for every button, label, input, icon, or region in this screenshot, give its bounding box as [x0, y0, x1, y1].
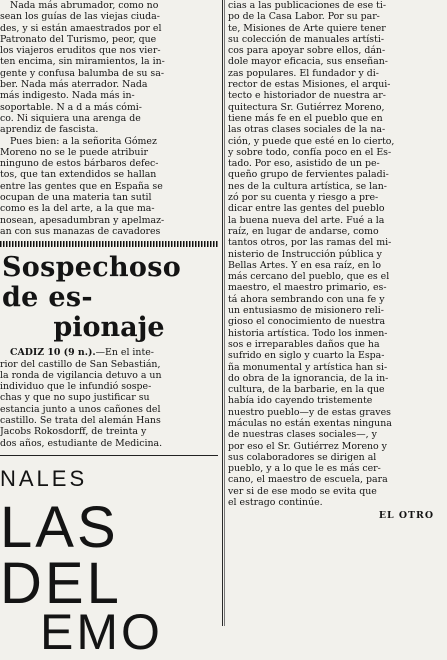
text-line: nisterio de Instrucción pública y: [228, 248, 382, 260]
text-line: ocupan de una materia tan sutil: [0, 192, 152, 204]
text-line: ber. Nada más aterrador. Nada: [0, 79, 148, 91]
text-line: por eso el Sr. Gutiérrez Moreno y: [228, 440, 387, 452]
news-body: [0, 359, 218, 449]
text-line: tantos otros, por las ramas del mi-: [228, 237, 392, 249]
text-line: un entusiasmo de misionero reli-: [228, 305, 384, 317]
text-line: Pues bien: a la señorita Gómez: [10, 135, 157, 147]
text-line: ción, y puede que esté en lo cierto,: [228, 135, 395, 147]
text-line: Bellas Artes. Y en esa raíz, en lo: [228, 259, 381, 271]
text-line: rector de estas Misiones, el arqui-: [228, 79, 391, 91]
headline-line-1: Sospechoso de es-: [2, 252, 182, 314]
text-line: entre las gentes que en España se: [0, 180, 163, 192]
text-line: cultura, de la barbarie, en la que: [228, 384, 385, 396]
text-line: Nada más abrumador, como no: [10, 0, 159, 11]
text-line: como es la del arte, a la que ma-: [0, 203, 155, 215]
text-line: de nuestras clases sociales—, y: [228, 429, 377, 441]
heading-fragment-3: EMO: [40, 603, 163, 660]
column-divider-inner: [224, 0, 225, 626]
text-line: individuo que le infundió sospe-: [0, 381, 152, 393]
news-brief: [0, 347, 218, 449]
text-line: sus colaboradores se dirigen al: [228, 451, 377, 463]
text-line: nosean, apesadumbran y apelmaz-: [0, 214, 165, 226]
text-line: Jacobs Rokosdorff, de treinta y: [0, 426, 147, 438]
text-line: dicar entre las gentes del pueblo: [228, 203, 385, 215]
text-line: rior del castillo de San Sebastián,: [0, 358, 161, 370]
text-line: chas y que no supo justificar su: [0, 392, 150, 404]
text-line: ten encima, sin miramientos, la in-: [0, 56, 165, 68]
text-line: su colección de manuales artísti-: [228, 33, 385, 45]
text-line: y sobre todo, confía poco en el Es-: [228, 146, 392, 158]
text-line: zó por su cuenta y riesgo a pre-: [228, 192, 379, 204]
text-line: dole mayor eficacia, sus enseñan-: [228, 56, 388, 68]
article-continuation: [228, 0, 442, 508]
text-line: ver si de ese modo se evita que: [228, 485, 377, 497]
text-line: des, y si están amaestrados por el: [0, 22, 162, 34]
text-line: había ido cayendo tristemente: [228, 395, 373, 407]
text-line: do obra de la ignorancia, de la in-: [228, 372, 389, 384]
article-paragraph-1: [0, 0, 218, 136]
text-line: tecto e historiador de nuestra ar-: [228, 90, 386, 102]
text-line: más indigesto. Nada más in-: [0, 90, 135, 102]
text-line: gente y confusa balumba de su sa-: [0, 67, 164, 79]
text-line: Patronato del Turismo, peor, que: [0, 33, 157, 45]
text-line: dos años, estudiante de Medicina.: [0, 437, 163, 449]
text-line: sean los guías de las viejas ciuda-: [0, 11, 160, 23]
text-line: sos e irreparables daños que ha: [228, 338, 380, 350]
text-line: raíz, en lugar de andarse, como: [228, 225, 379, 237]
text-line: aprendiz de fascista.: [0, 124, 99, 136]
text-line: quitectura Sr. Gutiérrez Moreno,: [228, 101, 385, 113]
text-line: gioso el conocimiento de nuestra: [228, 316, 386, 328]
text-line: más cercano del pueblo, que es el: [228, 271, 390, 283]
dateline: CADIZ 10 (9 n.).: [10, 347, 96, 359]
news-first-line: [0, 347, 218, 358]
left-column: [0, 0, 218, 660]
text-line: la ronda de vigilancia detuvo a un: [0, 369, 162, 381]
text-line: queño grupo de fervientes paladi-: [228, 169, 389, 181]
heading-fragment-1: NALES: [0, 465, 88, 491]
text-line: historia artística. Todo los inmen-: [228, 327, 388, 339]
text-line: tá ahora sembrando con una fe y: [228, 293, 385, 305]
text-line: el estrago continúe.: [228, 497, 323, 509]
text-line: tado. Por eso, asistido de un pe-: [228, 158, 380, 170]
signature: EL OTRO: [378, 510, 434, 522]
text-line: maestro, el maestro primario, es-: [228, 282, 387, 294]
text-line: Moreno no se le puede atribuir: [0, 146, 148, 158]
text-line: te, Misiones de Arte quiere tener: [228, 22, 386, 34]
text-line: las otras clases sociales de la na-: [228, 124, 386, 136]
text-line: ninguno de estos bárbaros defec-: [0, 158, 159, 170]
text-line: máculas no están exentas ninguna: [228, 417, 392, 429]
text-line: pueblo, y a lo que le es más cer-: [228, 463, 381, 475]
headline-line-2: pionaje: [53, 312, 165, 344]
text-line: cias a las publicaciones de ese ti-: [228, 0, 387, 11]
text-line: tiene más fe en el pueblo que en: [228, 112, 383, 124]
text-line: la buena nueva del arte. Fué a la: [228, 214, 385, 226]
text-line: cano, el maestro de escuela, para: [228, 474, 388, 486]
heading-fragment-2: LAS DEL: [0, 494, 122, 616]
text-line: los viajeros eruditos que nos vier-: [0, 45, 161, 57]
text-line: castillo. Se trata del alemán Hans: [0, 415, 161, 427]
separator-rule: [0, 241, 218, 247]
text-line: nuestro pueblo—y de estas graves: [228, 406, 391, 418]
text-line: nes de la cultura artística, se lan-: [228, 180, 387, 192]
text-line: estancia junto a unos cañones del: [0, 403, 161, 415]
text-line: zas populares. El fundador y di-: [228, 67, 379, 79]
right-column: [228, 0, 442, 521]
column-divider: [222, 0, 223, 626]
news-first-line-text: —En el inte-: [95, 347, 154, 359]
text-line: ña monumental y artística han si-: [228, 361, 388, 373]
text-line: soportable. N a d a más cómi-: [0, 101, 142, 113]
text-line: co. Ni siquiera una arenga de: [0, 112, 141, 124]
text-line: an con sus manazas de cavadores: [0, 225, 161, 237]
article-paragraph-2: [0, 136, 218, 238]
text-line: cos para apoyar sobre ellos, dán-: [228, 45, 386, 57]
text-line: tos, que tan extendidos se hallan: [0, 169, 157, 181]
text-line: sufrido en siglo y cuarto la Espa-: [228, 350, 385, 362]
horizontal-rule: [0, 455, 218, 456]
text-line: po de la Casa Labor. Por su par-: [228, 11, 380, 23]
